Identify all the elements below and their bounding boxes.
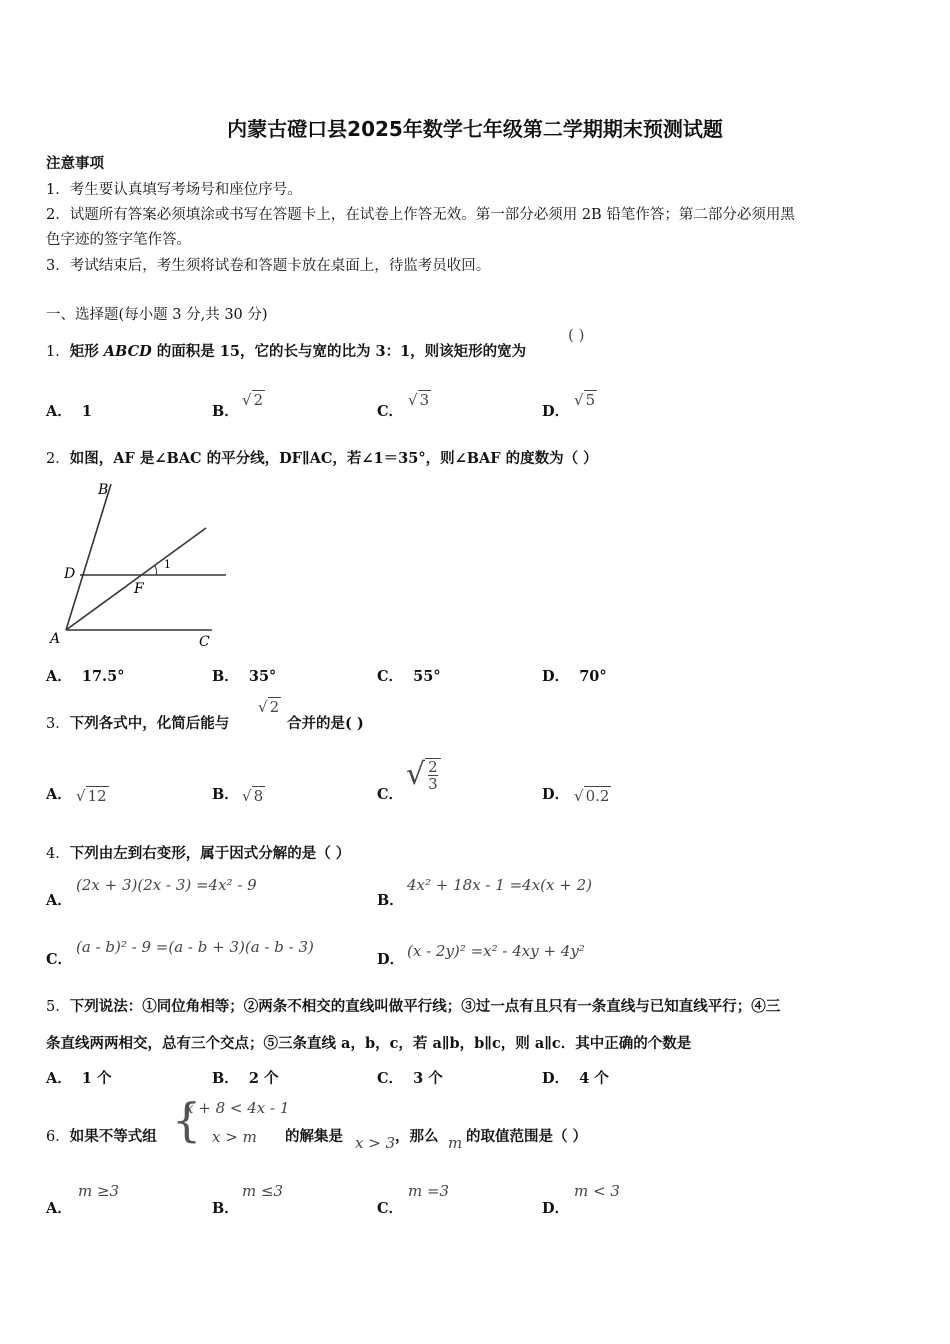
q1-text-a: 矩形 (69, 343, 104, 360)
q4-option-a-value: (2x + 3)(2x - 3) =4x² - 9 (76, 876, 257, 894)
q1-text-b: 的面积是 15，它的长与宽的比为 3：1，则该矩形的宽为 (151, 343, 527, 360)
q2-option-c: C． 55° (377, 668, 441, 685)
notice-item-2-cont: 色字迹的签字笔作答。 (46, 232, 191, 248)
label-c: C (199, 634, 210, 650)
q6-solution: x > 3 (355, 1134, 396, 1152)
question-3: 3．下列各式中，化简后能与 (46, 715, 230, 732)
q1-option-d-label: D． (542, 403, 570, 420)
q6-text-d: 的取值范围是（ ） (466, 1128, 588, 1145)
q5-option-d: D． 4 个 (542, 1070, 609, 1087)
q1-option-c-value: √ 3 (408, 391, 430, 409)
q6-option-d-label: D． (542, 1200, 570, 1217)
q2-option-a: A． 17.5° (46, 668, 125, 685)
q6-text-b: 的解集是 (285, 1128, 343, 1145)
section-heading: 一、选择题(每小题 3 分,共 30 分) (46, 307, 268, 323)
system-brace: { (172, 1093, 202, 1147)
label-b: B (98, 482, 109, 498)
q1-paren: ( ) (568, 326, 585, 344)
q6-inequality-1: x + 8 < 4x - 1 (185, 1099, 290, 1117)
q4-option-b-label: B． (377, 892, 404, 909)
q5-option-a: A． 1 个 (46, 1070, 112, 1087)
q6-option-a-value: m ≥3 (78, 1182, 120, 1200)
q6-option-c-label: C． (377, 1200, 404, 1217)
q1-abcd: ABCD (103, 343, 152, 360)
q2-option-d: D． 70° (542, 668, 607, 685)
q4-option-c-label: C． (46, 951, 73, 968)
q3-option-a-value: √ 12 (76, 787, 107, 805)
q1-option-d-value: √ 5 (574, 391, 596, 409)
q3-option-d-value: √ 0.2 (574, 787, 610, 805)
q6-m: m (448, 1134, 463, 1152)
q6-option-a-label: A． (46, 1200, 72, 1217)
q4-option-c-value: (a - b)² - 9 =(a - b + 3)(a - b - 3) (76, 938, 314, 956)
line-ab (66, 484, 111, 630)
q6-text-c: ，那么 (395, 1128, 439, 1145)
q6-option-c-value: m =3 (408, 1182, 450, 1200)
notice-item-3: 3．考试结束后，考生须将试卷和答题卡放在桌面上，待监考员收回。 (46, 258, 491, 274)
notice-item-2: 2．试题所有答案必须填涂或书写在答题卡上，在试卷上作答无效。第一部分必须用 2B 铅笔作答；第二部分必须用黑 (46, 207, 795, 223)
notice-item-1: 1．考生要认真填写考场号和座位序号。 (46, 182, 302, 198)
question-3-tail: 合并的是( ) (287, 715, 364, 732)
label-a: A (50, 631, 61, 647)
q6-option-d-value: m < 3 (574, 1182, 620, 1200)
question-4: 4．下列由左到右变形，属于因式分解的是（ ） (46, 845, 351, 862)
q1-option-b-value: √ 2 (242, 391, 264, 409)
q3-option-a-label: A． (46, 786, 72, 803)
notice-heading: 注意事项 (46, 155, 104, 172)
q1-option-a: A． 1 (46, 403, 92, 420)
label-1: 1 (164, 558, 171, 571)
q4-option-d-label: D． (377, 951, 405, 968)
q4-option-a-label: A． (46, 892, 72, 909)
q3-option-c-label: C． (377, 786, 404, 803)
line-af (66, 528, 206, 630)
q3-option-b-value: √ 8 (242, 787, 264, 805)
q4-option-b-value: 4x² + 18x - 1 =4x(x + 2) (407, 876, 592, 894)
question-1 (46, 340, 526, 361)
question-6: 6．如果不等式组 (46, 1128, 157, 1145)
q1-number: 1． (46, 344, 70, 360)
q3-option-c-value: √ $\frac{2}{3}$ (406, 757, 441, 792)
q3-option-d-label: D． (542, 786, 570, 803)
q1-option-c-label: C． (377, 403, 404, 420)
question-5-cont: 条直线两两相交，总有三个交点；⑤三条直线 a，b，c，若 a∥b，b∥c，则 a∥c．其中正确的个数是 (46, 1035, 692, 1052)
q6-inequality-2: x > m (212, 1128, 257, 1146)
label-d: D (64, 566, 76, 582)
label-f: F (134, 581, 144, 597)
question-2: 2．如图，AF 是∠BAC 的平分线，DF∥AC，若∠1＝35°，则∠BAF 的度数为（ ） (46, 450, 598, 467)
q2-figure (44, 478, 244, 650)
q5-option-c: C． 3 个 (377, 1070, 443, 1087)
question-5: 5．下列说法：①同位角相等；②两条不相交的直线叫做平行线；③过一点有且只有一条直线与已知直线平行；④三 (46, 998, 781, 1015)
q2-option-b: B． 35° (212, 668, 277, 685)
q3-sqrt2: √ 2 (258, 698, 280, 716)
q6-option-b-label: B． (212, 1200, 239, 1217)
q5-option-b: B． 2 个 (212, 1070, 279, 1087)
q3-option-b-label: B． (212, 786, 239, 803)
q4-option-d-value: (x - 2y)² =x² - 4xy + 4y² (407, 942, 585, 960)
page-title: 内蒙古磴口县2025年数学七年级第二学期期末预测试题 (227, 117, 723, 141)
q6-option-b-value: m ≤3 (242, 1182, 284, 1200)
q1-option-b-label: B． (212, 403, 239, 420)
